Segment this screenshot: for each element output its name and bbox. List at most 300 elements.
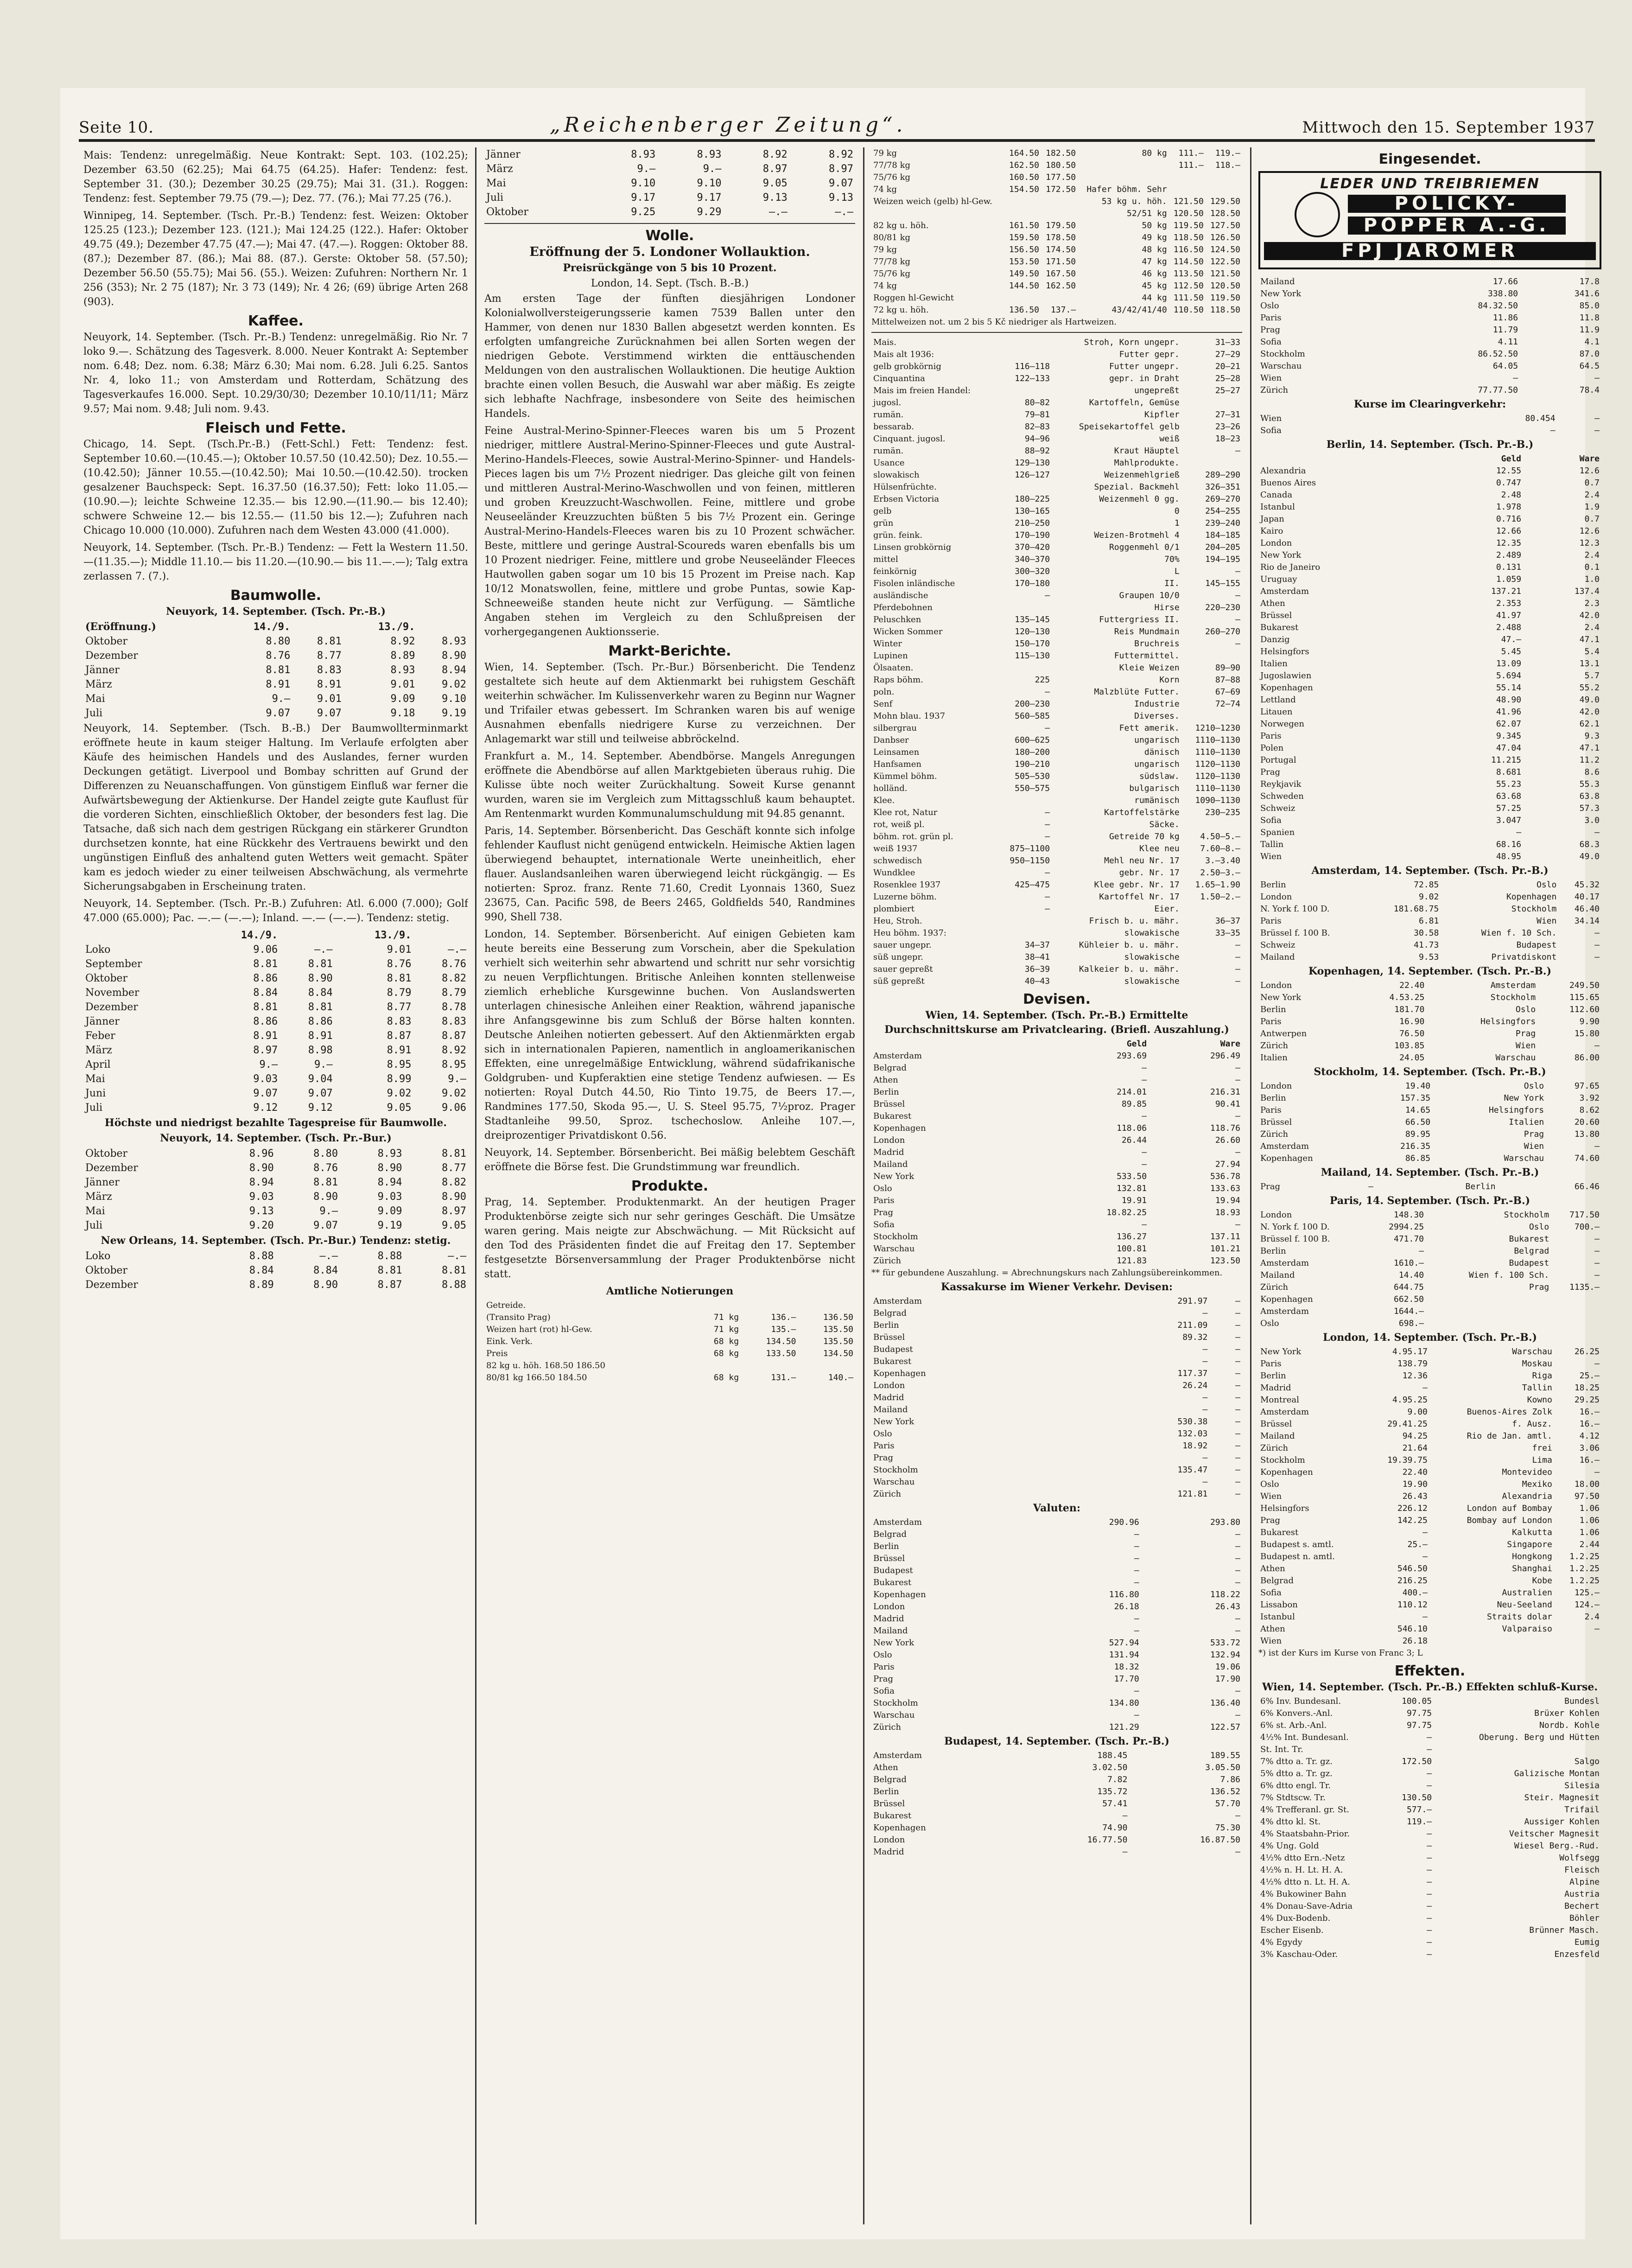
row-label: Getreide. [486, 1300, 526, 1310]
row-label: Wicken Sommer [873, 627, 943, 637]
row-label: 7% dtto a. Tr. gz. [1260, 1757, 1333, 1766]
amsterdam-subheading: Amsterdam, 14. September. (Tsch. Pr.-B.) [1311, 865, 1549, 877]
cell-value [1551, 1306, 1601, 1318]
cell-value: Hirse [1154, 603, 1180, 612]
cell-value: — [1235, 1147, 1240, 1157]
cell-value: 8.95 [387, 1059, 412, 1070]
row-label: Berlin [1260, 1371, 1286, 1381]
cell-value: 18.82.25 [1106, 1208, 1147, 1217]
cell-value: Roggenmehl 0/1 [1109, 542, 1180, 552]
cell-value: — [1235, 1811, 1240, 1821]
cell-value: 7.86 [1220, 1775, 1240, 1784]
table-row [871, 1255, 1242, 1267]
cell-value: 17.90 [1215, 1674, 1240, 1684]
wien-boerse-report: Wien, 14. September. (Tsch. Pr.-Bur.) Börsenbericht. Die Tendenz gestaltete sich heute auf dem Aktienmarkt bei ruhigstem Geschäft weiterhin schwächer. Im Kulissenverkehr waren zu Beginn nur Wagner und Trifailer etwas gebessert. Im Schranken waren bis auf wenige Ausnahmen ebenfalls niedrigere Kurse zu verzeichnen. Der Anlagemarkt war still und teilweise abbröckelnd. [484, 662, 855, 745]
row-label: Amsterdam [1260, 586, 1309, 596]
cell-value: slowakische [1124, 952, 1180, 962]
table-row [871, 698, 1242, 710]
cell-value: 14.40 [1398, 1270, 1424, 1280]
cell-value: — [1235, 1453, 1240, 1463]
valuten-heading: Valuten: [1033, 1502, 1080, 1514]
cell-value: 216.35 [1400, 1141, 1431, 1151]
cell-value: 0.1 [1584, 562, 1600, 572]
table-row [1258, 1394, 1601, 1406]
cell-value: Klee gebr. Nr. 17 [1094, 880, 1180, 890]
cell-value: Ware [1579, 454, 1600, 464]
row-label: grün [873, 518, 894, 528]
table-row [871, 807, 1242, 819]
ad-city [1264, 242, 1596, 260]
row-label: Amsterdam [1260, 1141, 1309, 1151]
cell-value: 8.86 [253, 973, 278, 984]
table-row [1258, 1852, 1601, 1864]
cell-value: Prag [1529, 1282, 1549, 1292]
row-label: Luzerne böhm. [873, 892, 937, 902]
row-label: bessarab. [873, 422, 914, 432]
row-label: Canada [1260, 490, 1293, 500]
cell-value: — [1427, 1901, 1432, 1911]
table-row [484, 1336, 855, 1348]
cell-value: 137.4 [1574, 586, 1600, 596]
cell-value: gepr. in Draht [1109, 374, 1180, 383]
cell-value [798, 1300, 855, 1312]
cell-value: 8.97 [442, 1205, 466, 1217]
row-label: 6% dtto engl. Tr. [1260, 1781, 1331, 1790]
cell-value: — [1235, 1578, 1240, 1587]
cell-value: — [1235, 1393, 1240, 1402]
cotton-continuation-table [484, 147, 855, 219]
berlin-subheading: Berlin, 14. September. (Tsch. Pr.-B.) [1326, 439, 1534, 451]
cell-value: — [1427, 1937, 1432, 1947]
cell-value: 9.05 [387, 1102, 412, 1114]
cell-value: 22.40 [1399, 981, 1425, 990]
cell-value: Korn [1159, 675, 1180, 685]
cell-value: 8.99 [387, 1073, 412, 1085]
cell-value: 9.19 [442, 707, 466, 719]
table-row [871, 1207, 1242, 1219]
cell-value: 0.131 [1496, 562, 1522, 572]
row-label: Tallin [1260, 840, 1284, 849]
cell-value: 9.09 [390, 693, 415, 705]
cell-value: Wien [1515, 1041, 1536, 1051]
table-row [1258, 598, 1601, 610]
table-row [871, 1697, 1242, 1709]
stockholm-subheading: Stockholm, 14. September. (Tsch. Pr.-B.) [1314, 1066, 1546, 1078]
table-row [871, 1086, 1242, 1098]
row-label: Amsterdam [873, 1296, 922, 1306]
cell-value: 97.75 [1406, 1720, 1432, 1730]
cell-value: 0.747 [1496, 478, 1522, 488]
cell-value: 41.96 [1496, 707, 1522, 717]
table-row [1258, 1756, 1601, 1768]
cell-value: 115–130 [1015, 651, 1050, 661]
row-label: Paris [1260, 1105, 1282, 1115]
cell-value: 9.20 [249, 1220, 274, 1231]
cell-value: 179.50 [1046, 221, 1076, 230]
table-row [1258, 1478, 1601, 1491]
row-label: Brüssel [873, 1099, 905, 1109]
cell-value: 121.29 [1109, 1722, 1139, 1732]
cell-value: 45.32 [1574, 880, 1600, 890]
cell-value: 124.50 [1210, 245, 1240, 255]
cell-value: 9.09 [377, 1205, 402, 1217]
row-label: Norwegen [1260, 719, 1305, 729]
cell-value: 42.0 [1579, 611, 1600, 620]
row-label: Klee rot, Natur [873, 808, 938, 817]
cell-value: 211.09 [1177, 1320, 1208, 1330]
table-row [1258, 851, 1601, 863]
row-label: Italien [1260, 1053, 1288, 1063]
cell-value: 533.72 [1210, 1638, 1240, 1648]
cell-value: 296.49 [1210, 1051, 1240, 1061]
cell-value: 230–235 [1205, 808, 1240, 817]
cell-value: 8.93 [442, 636, 466, 647]
table-row [871, 831, 1242, 843]
row-label: Belgrad [873, 1775, 907, 1784]
row-label: Zürich [1260, 1041, 1289, 1051]
table-row [871, 783, 1242, 795]
cell-value: 9.12 [253, 1102, 278, 1114]
row-label: Mais im freien Handel: [873, 386, 971, 395]
cell-value: 3.02.50 [1092, 1763, 1128, 1772]
row-label: Berlin [873, 1320, 899, 1330]
cell-value: Prag [1515, 1029, 1536, 1038]
cell-value: 8.92 [762, 149, 787, 160]
cell-value: 85.0 [1579, 301, 1600, 311]
cell-value: 9.01 [390, 679, 415, 690]
row-label: Madrid [873, 1614, 904, 1624]
row-label: Kopenhagen [1260, 1153, 1313, 1163]
table-row [1258, 384, 1601, 396]
cell-value: 137.21 [1491, 586, 1522, 596]
row-label: Mai [85, 1205, 105, 1217]
cell-value: 8.86 [308, 1016, 333, 1027]
table-row [871, 1344, 1242, 1356]
cell-value: 136.50 [1009, 305, 1040, 315]
cell-value: 184–185 [1205, 530, 1240, 540]
row-label: 4½% dtto n. Lt. H. A. [1260, 1877, 1350, 1887]
table-row [871, 1601, 1242, 1613]
row-label: Stockholm [873, 1232, 918, 1242]
cell-value: — [1594, 1258, 1600, 1268]
cell-value: 128.50 [1210, 209, 1240, 218]
row-label: Jugoslawien [1260, 671, 1312, 681]
cell-value: 8.81 [253, 1001, 278, 1013]
row-label: Eink. Verk. [486, 1337, 533, 1346]
cell-value [1206, 184, 1242, 196]
table-row [871, 1577, 1242, 1589]
table-row [1258, 610, 1601, 622]
table-row [1258, 839, 1601, 851]
row-label: März [85, 1045, 112, 1056]
cell-value: 698.— [1398, 1319, 1424, 1328]
row-label: April [85, 1059, 111, 1070]
cell-value: 13.09 [1496, 659, 1522, 669]
cell-value: 8.91 [387, 1045, 412, 1056]
table-row [871, 554, 1242, 566]
cell-value: 8.88 [249, 1250, 274, 1262]
cell-value: —.— [319, 1250, 338, 1262]
ad-logo-row [1264, 191, 1596, 238]
table-row [484, 1372, 855, 1384]
table-row [1258, 927, 1601, 939]
cell-value: 68 kg [713, 1349, 739, 1358]
row-label: Brüssel [1260, 611, 1292, 620]
cell-value: 11.86 [1492, 313, 1518, 323]
cell-value: 950–1150 [1010, 856, 1050, 866]
cell-value: — [1235, 1296, 1240, 1306]
cell-value: 121.81 [1177, 1489, 1208, 1499]
cell-value: 26.43 [1402, 1491, 1428, 1501]
cell-value: 3.05.50 [1205, 1763, 1240, 1772]
cell-value: 40.17 [1574, 892, 1600, 902]
cell-value: 8.91 [317, 679, 342, 690]
cell-value: 16.90 [1399, 1017, 1425, 1026]
cell-value: Shanghai [1512, 1564, 1552, 1574]
row-label: 6% Inv. Bundesanl. [1260, 1696, 1341, 1706]
cell-value: 4.50–5.— [1200, 832, 1240, 841]
table-row [871, 903, 1242, 915]
kaffee-report: Neuyork, 14. September. (Tsch. Pr.-B.) Tendenz: unregelmäßig. Rio Nr. 7 loko 9.—. Schätzung des Tagesverk. 8.000. Neuer Kontrakt A: September nom. 6.48; Dez. nom. 6.38; März 6.30; Mai nom. 6.28. Juli 6.25. Santos Nr. 4, loko 11.; von Amsterdam und Rotterdam, Schätzung des Tagesverkaufes 16.000. Sept. 10.29/30/30; Dezember 10.10/11/11; März 9.57; Mai nom. 9.48; Juli nom. 9.43. [83, 331, 468, 415]
cell-value: 136.— [771, 1312, 796, 1322]
cell-value: 156.50 [1009, 245, 1040, 255]
table-row [1258, 1491, 1601, 1503]
cell-value: rumänisch [1134, 796, 1180, 805]
cell-value: 112.50 [1173, 281, 1204, 291]
prag-produkte-report: Prag, 14. September. Produktenmarkt. An der heutigen Prager Produktenbörse zeigte sich nur sehr geringes Geschäft. Die Umsätze waren gering. Mais neigte zur Abschwächung. — Mit Rücksicht auf den Tod des Präsidenten findet die auf Freitag den 17. September festgesetzte Börsenversammlung der Prager Produktenbörse nicht statt. [484, 1197, 855, 1280]
stockholm-table [1258, 1080, 1601, 1165]
row-label: Rosenklee 1937 [873, 880, 941, 890]
cell-value: Alexandria [1502, 1491, 1552, 1501]
table-row [871, 1565, 1242, 1577]
table-row [871, 1516, 1242, 1529]
table-row [871, 1219, 1242, 1231]
cell-value: 97.50 [1574, 1491, 1600, 1501]
cell-value: Wolfsegg [1559, 1853, 1600, 1863]
cell-value: 4.1 [1584, 337, 1600, 347]
table-row [871, 1404, 1242, 1416]
paris-report: Paris, 14. September. Börsenbericht. Das Geschäft konnte sich infolge fehlender Kauflust nicht genügend entwickeln. Heimische Aktien lagen überwiegend behauptet, internationale Werte uneinheitlich, eher flauer. Auslandsanleihen waren überwiegend leicht rückgängig. — Es notierten: Sproz. franz. Rente 71.60, Credit Lyonnais 1360, Suez 23675, Can. Pacific 598, de Beers 2465, Goldfields 540, Randmines 990, Shell 738. [484, 825, 855, 923]
row-label: Paris [1260, 731, 1282, 741]
cell-value: 8.80 [313, 1148, 338, 1159]
row-label: 7% Stdtscw. Tr. [1260, 1793, 1326, 1803]
row-label: Usance [873, 458, 905, 468]
row-label: Hanfsamen [873, 759, 921, 769]
cell-value: 0 [1174, 506, 1180, 516]
cell-value: 71 kg [713, 1325, 739, 1334]
row-label: Winter [873, 639, 902, 649]
cell-value: 9.— [272, 693, 291, 705]
budapest-table [871, 1750, 1242, 1858]
table-header-row [1258, 453, 1601, 465]
table-row [1258, 573, 1601, 586]
table-row [83, 1249, 468, 1263]
row-label: New York [873, 1172, 914, 1181]
cell-value [997, 481, 1052, 493]
cell-value: Fleisch [1564, 1865, 1600, 1875]
table-row [1258, 1104, 1601, 1116]
cell-value: 1135.— [1569, 1282, 1600, 1292]
loko-table [83, 928, 468, 1115]
cell-value: 536.78 [1210, 1172, 1240, 1181]
cell-value: 8.88 [442, 1279, 466, 1291]
table-row [83, 1086, 468, 1101]
table-row [871, 1050, 1242, 1062]
cell-value: 67–69 [1215, 687, 1240, 697]
cell-value: 135.72 [1097, 1787, 1128, 1797]
cell-value: 87.0 [1579, 349, 1600, 359]
row-label: Budapest s. amtl. [1260, 1540, 1334, 1549]
row-label: 3% Kaschau-Oder. [1260, 1949, 1338, 1959]
amtliche-heading: Amtliche Notierungen [606, 1285, 734, 1297]
cell-value: — [1045, 868, 1050, 878]
table-row [1258, 1527, 1601, 1539]
table-row [871, 481, 1242, 493]
table-row [871, 1307, 1242, 1319]
row-label: Budapest [873, 1566, 913, 1575]
cell-value: 8.83 [442, 1016, 466, 1027]
cell-value: 31–33 [1215, 338, 1240, 347]
cell-value: Straits dolar [1486, 1612, 1552, 1622]
row-label: Oslo [873, 1650, 892, 1660]
table-row [871, 280, 1242, 292]
cell-value: 117.37 [1177, 1369, 1208, 1378]
cell-value: — [1427, 1877, 1432, 1887]
cell-value: 8.94 [377, 1177, 402, 1188]
row-label: Preis [486, 1349, 508, 1358]
cell-value [279, 928, 334, 943]
table-row [1258, 525, 1601, 537]
cell-value: Futtergriess II. [1099, 615, 1180, 624]
cell-value: — [1235, 1626, 1240, 1636]
row-label: Kopenhagen [873, 1590, 926, 1599]
cell-value: 116.50 [1173, 245, 1204, 255]
row-label: Juni [85, 1088, 106, 1099]
cell-value [1554, 1635, 1601, 1647]
cell-value: 41.97 [1496, 611, 1522, 620]
cell-value: Getreide 70 kg [1109, 832, 1180, 841]
row-label: grün. feink. [873, 530, 923, 540]
cell-value: — [1427, 1853, 1432, 1863]
row-label: 74 kg [873, 185, 897, 194]
cell-value: Rio de Jan. amtl. [1467, 1431, 1552, 1441]
cell-value: Galizische Montan [1514, 1769, 1600, 1778]
table-row [1258, 348, 1601, 360]
table-row [1258, 1503, 1601, 1515]
table-row [871, 1380, 1242, 1392]
clearing-table [1258, 413, 1601, 437]
table-row [1258, 1454, 1601, 1466]
row-label: Oktober [85, 1148, 128, 1159]
column-3 [871, 147, 1242, 2224]
fleisch-heading: Fleisch und Fette. [205, 420, 346, 436]
table-row [1258, 730, 1601, 742]
row-label: Schweiz [1260, 940, 1295, 950]
cell-value: 122–133 [1015, 374, 1050, 383]
cell-value: 9.12 [308, 1102, 333, 1114]
cell-value: Tallin [1522, 1383, 1552, 1393]
table-row [871, 674, 1242, 686]
table-row [871, 1183, 1242, 1195]
cell-value: 119.— [1215, 148, 1240, 158]
cell-value: 180–200 [1015, 747, 1050, 757]
table-row [1258, 1623, 1601, 1635]
cell-value [417, 620, 468, 634]
cell-value: 47.1 [1579, 635, 1600, 644]
cell-value: — [1045, 687, 1050, 697]
table-row [1258, 754, 1601, 766]
table-row [871, 1637, 1242, 1649]
cell-value: II. [1164, 579, 1180, 588]
cell-value: 21.64 [1402, 1443, 1428, 1453]
cell-value [1426, 1318, 1551, 1330]
table-row [871, 292, 1242, 304]
row-label: Brüssel [873, 1799, 905, 1809]
table-row [1258, 1720, 1601, 1732]
row-label: Budapest n. amtl. [1260, 1552, 1335, 1561]
cell-value: 19.91 [1121, 1196, 1147, 1205]
table-row [1258, 1346, 1601, 1358]
cell-value: — [1202, 1308, 1208, 1318]
table-row [871, 843, 1242, 855]
paris-table [1258, 1209, 1601, 1330]
row-label: Paris [1260, 1017, 1282, 1026]
row-label: (Transito Prag) [486, 1312, 551, 1322]
cell-value: 9.03 [253, 1073, 278, 1085]
table-row [871, 493, 1242, 505]
cell-value: 6.81 [1418, 916, 1439, 926]
row-label: Japan [1260, 514, 1284, 524]
row-label: Sofia [873, 1686, 895, 1696]
row-label: Paris [1260, 1359, 1282, 1369]
table-row [1258, 1611, 1601, 1623]
cell-value: Helsingfors [1488, 1105, 1544, 1115]
cell-value: 8.83 [317, 664, 342, 676]
cell-value: 100.05 [1402, 1696, 1432, 1706]
table-row [83, 1014, 468, 1029]
row-label: Warschau [873, 1710, 915, 1720]
row-label: London [873, 1135, 905, 1145]
cell-value: 9.90 [1579, 1017, 1600, 1026]
cell-value [1434, 1744, 1601, 1756]
cell-value: 3.06 [1579, 1443, 1600, 1453]
cell-value: — [1235, 615, 1240, 624]
table-row [871, 638, 1242, 650]
cell-value: 9.— [314, 1059, 333, 1070]
cell-value: 8.76 [387, 958, 412, 970]
effekten-subheading: Wien, 14. September. (Tsch. Pr.-B.) Effekten schluß-Kurse. [1262, 1681, 1598, 1693]
cell-value: — [1235, 964, 1240, 974]
cell-value: Eumig [1574, 1937, 1600, 1947]
cell-value: 66.46 [1574, 1182, 1600, 1191]
table-row [871, 505, 1242, 517]
row-label: Mais. [873, 338, 896, 347]
cell-value: 9.3 [1584, 731, 1600, 741]
row-label: März [85, 1191, 112, 1203]
cell-value: — [1235, 1220, 1240, 1230]
cell-value: 546.10 [1397, 1624, 1428, 1634]
row-label: holländ. [873, 784, 908, 793]
row-label: 80/81 kg 166.50 184.50 [486, 1373, 587, 1382]
cell-value: 48 kg [1142, 245, 1167, 255]
cell-value: Futter gepr. [1119, 350, 1180, 359]
cell-value: ungarisch [1134, 735, 1180, 745]
table-header-row [871, 1038, 1242, 1050]
row-label: Antwerpen [1260, 1029, 1307, 1038]
cell-value: 9.07 [253, 1088, 278, 1099]
cell-value: 225 [1035, 675, 1050, 685]
table-row [871, 867, 1242, 879]
